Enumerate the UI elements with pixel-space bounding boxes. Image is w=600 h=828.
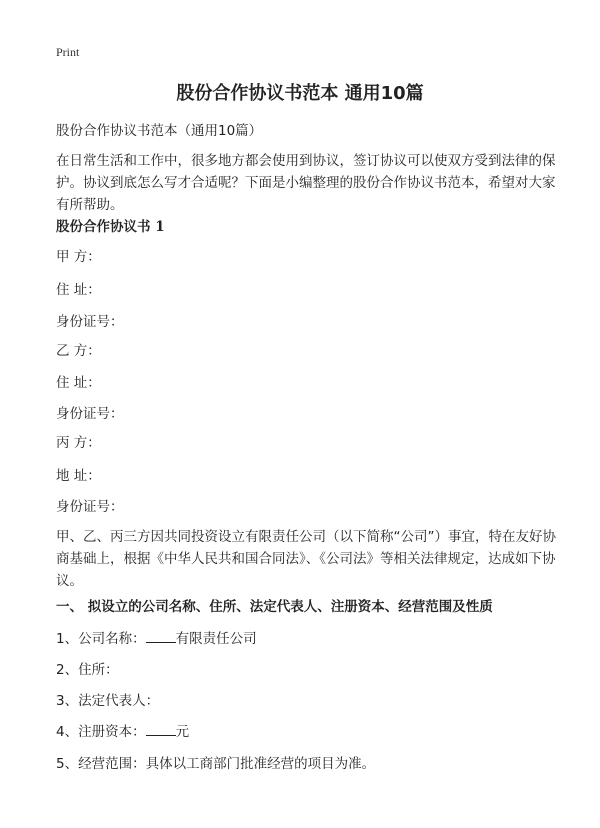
list-item-address: 2、住所： — [56, 662, 119, 678]
item-label: 1、公司名称： — [56, 631, 146, 647]
party-c-address-label: 地 址： — [56, 468, 101, 484]
item-suffix: 有限责任公司 — [175, 631, 257, 647]
print-link[interactable]: Print — [56, 45, 80, 59]
party-a-label: 甲 方： — [56, 249, 101, 265]
item-label: 4、注册资本： — [56, 724, 146, 740]
list-item-legal-rep: 3、法定代表人： — [56, 693, 160, 709]
list-item-business-scope: 5、经营范围：具体以工商部门批准经营的项目为准。 — [56, 756, 376, 772]
party-c-label: 丙 方： — [56, 435, 101, 451]
intro-paragraph: 在日常生活和工作中，很多地方都会使用到协议，签订协议可以使双方受到法律的保护。协议到底怎么写才合适呢？下面是小编整理的股份合作协议书范本，希望对大家有所帮助。 — [56, 153, 556, 213]
party-b-label: 乙 方： — [56, 343, 101, 359]
party-b-address-label: 住 址： — [56, 375, 101, 391]
document-subtitle: 股份合作协议书范本（通用10篇） — [56, 123, 263, 139]
party-b-id-label: 身份证号： — [56, 406, 124, 422]
section-heading-1: 股份合作协议书 1 — [56, 219, 165, 235]
list-item-capital — [56, 721, 556, 743]
list-item-company-name — [56, 628, 556, 650]
blank-line — [146, 723, 176, 736]
item-suffix: 元 — [175, 724, 190, 740]
blank-line — [146, 630, 176, 643]
page-title: 股份合作协议书范本 通用10篇 — [176, 83, 424, 104]
party-a-address-label: 住 址： — [56, 282, 101, 298]
article-1-heading: 一、 拟设立的公司名称、住所、法定代表人、注册资本、经营范围及性质 — [56, 599, 493, 615]
party-c-id-label: 身份证号： — [56, 499, 124, 515]
party-a-id-label: 身份证号： — [56, 314, 124, 330]
agreement-paragraph: 甲、乙、丙三方因共同投资设立有限责任公司（以下简称“公司”）事宜，特在友好协商基础上，根据《中华人民共和国合同法》、《公司法》等相关法律规定，达成如下协议。 — [56, 529, 556, 589]
